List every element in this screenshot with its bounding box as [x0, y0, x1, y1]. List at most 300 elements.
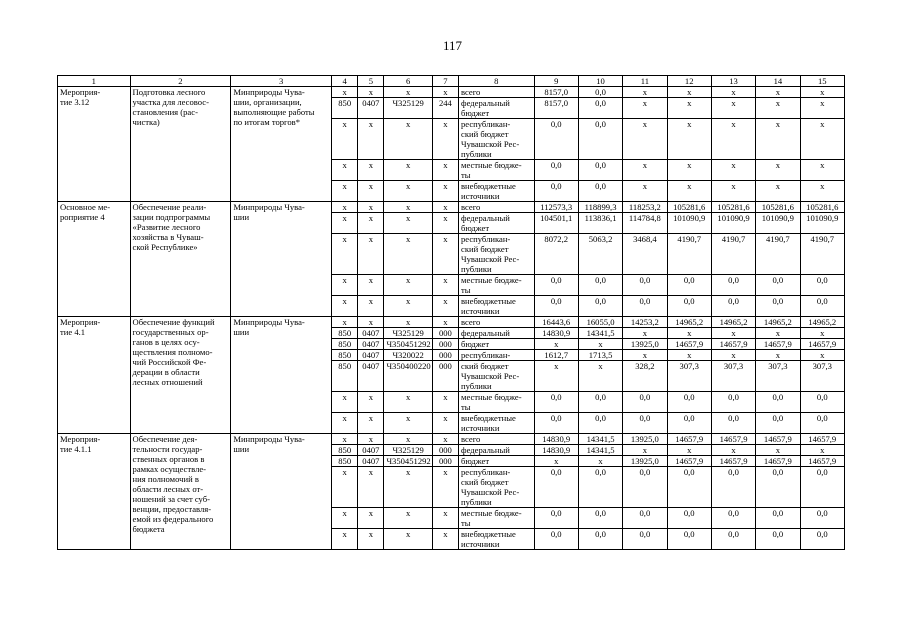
value-cell: 14657,9 [756, 339, 800, 350]
value-cell: 4190,7 [711, 234, 755, 275]
value-cell: 14341,5 [578, 434, 622, 445]
value-cell: 14657,9 [800, 434, 844, 445]
value-cell: x [711, 160, 755, 181]
cell-line: лесных отношений [132, 377, 203, 387]
measure-id-cell [58, 87, 131, 202]
code-cell: x [384, 234, 432, 275]
value-cell: 0,0 [534, 275, 578, 296]
cell-line: роприятие 4 [60, 212, 105, 222]
cell-line: тие 4.1.1 [60, 444, 92, 454]
value-cell: x [578, 339, 622, 350]
header-cell: 12 [667, 76, 711, 87]
cell-line: ношений за счет суб- [132, 494, 210, 504]
code-cell: x [332, 202, 358, 213]
cell-line: шии [233, 327, 250, 337]
code-cell: x [358, 213, 384, 234]
header-cell: 8 [459, 76, 535, 87]
code-cell: 850 [332, 361, 358, 392]
cell-line: федеральный [461, 328, 510, 338]
value-cell: x [800, 445, 844, 456]
funding-source-cell [459, 119, 535, 160]
responsible-cell [231, 317, 332, 434]
code-cell: x [432, 392, 458, 413]
funding-source-cell [459, 456, 535, 467]
header-cell: 6 [384, 76, 432, 87]
value-cell: 0,0 [667, 529, 711, 550]
code-cell: x [358, 275, 384, 296]
cell-line: источники [461, 539, 500, 549]
code-cell: x [432, 434, 458, 445]
code-cell: 000 [432, 445, 458, 456]
code-cell: x [432, 275, 458, 296]
cell-line: ты [461, 402, 471, 412]
value-cell: x [756, 445, 800, 456]
cell-line: тие 3.12 [60, 97, 90, 107]
code-cell: x [384, 181, 432, 202]
value-cell: x [623, 350, 667, 361]
value-cell: 0,0 [711, 413, 755, 434]
value-cell: 0,0 [534, 529, 578, 550]
code-cell: x [384, 160, 432, 181]
funding-source-cell [459, 508, 535, 529]
measure-id-cell [58, 434, 131, 550]
value-cell: x [534, 361, 578, 392]
cell-line: дерации в области [132, 367, 200, 377]
cell-line: Обеспечение реали- [132, 202, 207, 212]
value-cell: 105281,6 [667, 202, 711, 213]
cell-line: республикан- [461, 234, 511, 244]
code-cell: x [432, 296, 458, 317]
cell-line: бюджета [132, 524, 165, 534]
code-cell: x [384, 119, 432, 160]
value-cell: 0,0 [534, 392, 578, 413]
value-cell: 14657,9 [667, 434, 711, 445]
value-cell: 307,3 [756, 361, 800, 392]
value-cell: x [667, 350, 711, 361]
funding-source-cell [459, 181, 535, 202]
code-cell: x [384, 87, 432, 98]
code-cell: x [332, 87, 358, 98]
value-cell: 0,0 [800, 413, 844, 434]
value-cell: 14830,9 [534, 434, 578, 445]
value-cell: 0,0 [623, 296, 667, 317]
value-cell: 14657,9 [756, 434, 800, 445]
code-cell: x [332, 181, 358, 202]
value-cell: x [800, 87, 844, 98]
value-cell: 0,0 [756, 392, 800, 413]
value-cell: 14965,2 [667, 317, 711, 328]
responsible-cell [231, 87, 332, 202]
cell-line: шии [233, 444, 250, 454]
header-cell: 13 [711, 76, 755, 87]
funding-source-cell [459, 202, 535, 213]
code-cell: 000 [432, 361, 458, 392]
value-cell: 0,0 [534, 119, 578, 160]
value-cell: 105281,6 [711, 202, 755, 213]
value-cell: x [667, 119, 711, 160]
value-cell: 14341,5 [578, 328, 622, 339]
funding-source-cell [459, 467, 535, 508]
value-cell: 0,0 [534, 413, 578, 434]
value-cell: 14657,9 [756, 456, 800, 467]
value-cell: 0,0 [623, 529, 667, 550]
value-cell: 0,0 [578, 181, 622, 202]
code-cell: x [384, 392, 432, 413]
code-cell: x [358, 529, 384, 550]
code-cell: x [432, 160, 458, 181]
cell-line: ты [461, 518, 471, 528]
value-cell: 14657,9 [711, 456, 755, 467]
code-cell: 850 [332, 350, 358, 361]
value-cell: x [623, 119, 667, 160]
value-cell: 16443,6 [534, 317, 578, 328]
code-cell: x [358, 392, 384, 413]
code-cell: x [432, 87, 458, 98]
code-cell: 000 [432, 456, 458, 467]
cell-line: ганов в целях осу- [132, 337, 200, 347]
value-cell: 328,2 [623, 361, 667, 392]
code-cell: 0407 [358, 350, 384, 361]
cell-line: Чувашской Рес- [461, 487, 520, 497]
code-cell: x [332, 275, 358, 296]
table-body [58, 76, 845, 550]
code-cell: x [384, 202, 432, 213]
value-cell: 0,0 [578, 413, 622, 434]
code-cell: 0407 [358, 445, 384, 456]
value-cell: x [711, 445, 755, 456]
value-cell: 307,3 [711, 361, 755, 392]
header-cell: 2 [130, 76, 231, 87]
funding-source-cell [459, 413, 535, 434]
code-cell: Ч350451292 [384, 456, 432, 467]
cell-line: ты [461, 285, 471, 295]
value-cell: 0,0 [578, 508, 622, 529]
value-cell: x [667, 98, 711, 119]
header-cell: 5 [358, 76, 384, 87]
cell-line: внебюджетные [461, 296, 516, 306]
cell-line: Мероприя- [60, 87, 101, 97]
code-cell: 000 [432, 339, 458, 350]
value-cell: 0,0 [578, 160, 622, 181]
value-cell: 0,0 [711, 508, 755, 529]
value-cell: 14253,2 [623, 317, 667, 328]
value-cell: 0,0 [667, 392, 711, 413]
funding-source-cell [459, 392, 535, 413]
cell-line: Мероприя- [60, 434, 101, 444]
measure-name-cell [130, 202, 231, 317]
funding-source-cell [459, 529, 535, 550]
value-cell: 118253,2 [623, 202, 667, 213]
code-cell: 244 [432, 98, 458, 119]
value-cell: 0,0 [711, 296, 755, 317]
code-cell: x [432, 181, 458, 202]
value-cell: 112573,3 [534, 202, 578, 213]
value-cell: 14830,9 [534, 328, 578, 339]
cell-line: всего [461, 87, 481, 97]
code-cell: x [432, 119, 458, 160]
value-cell: x [578, 456, 622, 467]
value-cell: x [800, 98, 844, 119]
header-cell: 7 [432, 76, 458, 87]
measure-id-cell [58, 202, 131, 317]
value-cell: 0,0 [623, 413, 667, 434]
cell-line: федеральный [461, 213, 510, 223]
code-cell: x [384, 529, 432, 550]
value-cell: 0,0 [578, 467, 622, 508]
code-cell: x [384, 296, 432, 317]
measure-name-cell [130, 87, 231, 202]
value-cell: 14965,2 [711, 317, 755, 328]
value-cell: 0,0 [756, 275, 800, 296]
funding-source-cell [459, 160, 535, 181]
cell-line: публики [461, 264, 492, 274]
cell-line: бюджет [461, 456, 490, 466]
code-cell: 0407 [358, 456, 384, 467]
value-cell: x [800, 350, 844, 361]
value-cell: 105281,6 [800, 202, 844, 213]
value-cell: 13925,0 [623, 456, 667, 467]
value-cell: 8072,2 [534, 234, 578, 275]
code-cell: x [358, 234, 384, 275]
value-cell: x [623, 98, 667, 119]
value-cell: 0,0 [756, 467, 800, 508]
code-cell: 000 [432, 328, 458, 339]
value-cell: 0,0 [667, 508, 711, 529]
value-cell: x [667, 328, 711, 339]
page-number: 117 [442, 38, 463, 53]
value-cell: 0,0 [800, 392, 844, 413]
value-cell: 113836,1 [578, 213, 622, 234]
value-cell: x [756, 119, 800, 160]
header-cell: 9 [534, 76, 578, 87]
cell-line: местные бюдже- [461, 275, 522, 285]
value-cell: 4190,7 [756, 234, 800, 275]
code-cell: Ч325129 [384, 328, 432, 339]
value-cell: x [623, 87, 667, 98]
value-cell: x [711, 119, 755, 160]
value-cell: 16055,0 [578, 317, 622, 328]
funding-source-cell [459, 87, 535, 98]
value-cell: 0,0 [534, 160, 578, 181]
funding-source-cell [459, 275, 535, 296]
code-cell: x [384, 275, 432, 296]
cell-line: ществления полномо- [132, 347, 213, 357]
header-cell: 15 [800, 76, 844, 87]
code-cell: x [332, 296, 358, 317]
code-cell: x [358, 87, 384, 98]
value-cell: x [756, 328, 800, 339]
value-cell: 307,3 [800, 361, 844, 392]
value-cell: 13925,0 [623, 339, 667, 350]
code-cell: x [432, 508, 458, 529]
value-cell: 0,0 [578, 87, 622, 98]
responsible-cell [231, 434, 332, 550]
value-cell: 0,0 [800, 296, 844, 317]
code-cell: x [432, 234, 458, 275]
cell-line: всего [461, 202, 481, 212]
value-cell: 0,0 [800, 508, 844, 529]
code-cell: x [332, 213, 358, 234]
code-cell: Ч325129 [384, 445, 432, 456]
value-cell: 0,0 [711, 392, 755, 413]
code-cell: 0407 [358, 328, 384, 339]
value-cell: 0,0 [667, 275, 711, 296]
cell-line: ственных органов в [132, 454, 205, 464]
cell-line: публики [461, 149, 492, 159]
header-row [58, 76, 845, 87]
value-cell: x [756, 87, 800, 98]
cell-line: области лесных от- [132, 484, 204, 494]
value-cell: 1612,7 [534, 350, 578, 361]
code-cell: x [332, 317, 358, 328]
value-cell: 14657,9 [800, 339, 844, 350]
code-cell: x [358, 181, 384, 202]
cell-line: федеральный [461, 445, 510, 455]
funding-source-cell [459, 328, 535, 339]
value-cell: x [623, 328, 667, 339]
code-cell: 0407 [358, 339, 384, 350]
value-cell: 0,0 [667, 296, 711, 317]
value-cell: x [623, 160, 667, 181]
value-cell: 0,0 [623, 275, 667, 296]
table-row [58, 202, 845, 213]
cell-line: емой из федерального [132, 514, 214, 524]
value-cell: x [711, 181, 755, 202]
code-cell: x [332, 119, 358, 160]
value-cell: 114784,8 [623, 213, 667, 234]
value-cell: 8157,0 [534, 87, 578, 98]
value-cell: 0,0 [711, 275, 755, 296]
code-cell: 850 [332, 339, 358, 350]
header-cell: 4 [332, 76, 358, 87]
cell-line: Основное ме- [60, 202, 111, 212]
cell-line: тельности государ- [132, 444, 203, 454]
code-cell: x [432, 529, 458, 550]
value-cell: 118899,3 [578, 202, 622, 213]
code-cell: x [332, 467, 358, 508]
cell-line: публики [461, 381, 492, 391]
value-cell: 105281,6 [756, 202, 800, 213]
value-cell: 101090,9 [667, 213, 711, 234]
code-cell: 850 [332, 98, 358, 119]
code-cell: x [384, 467, 432, 508]
cell-line: Подготовка лесного [132, 87, 206, 97]
cell-line: внебюджетные [461, 529, 516, 539]
code-cell: x [384, 213, 432, 234]
value-cell: 3468,4 [623, 234, 667, 275]
table-row [58, 434, 845, 445]
value-cell: 0,0 [756, 296, 800, 317]
cell-line: внебюджетные [461, 181, 516, 191]
cell-line: Чувашской Рес- [461, 254, 520, 264]
funding-source-cell [459, 98, 535, 119]
value-cell: 0,0 [667, 413, 711, 434]
measure-name-cell [130, 434, 231, 550]
cell-line: бюджет [461, 339, 490, 349]
code-cell: Ч350400220 [384, 361, 432, 392]
cell-line: тие 4.1 [60, 327, 86, 337]
cell-line: Минприроды Чува- [233, 317, 305, 327]
cell-line: республикан- [461, 467, 511, 477]
value-cell: 0,0 [756, 508, 800, 529]
value-cell: 0,0 [578, 529, 622, 550]
value-cell: 14657,9 [667, 339, 711, 350]
value-cell: x [711, 350, 755, 361]
value-cell: 0,0 [667, 467, 711, 508]
value-cell: 0,0 [800, 275, 844, 296]
code-cell: x [384, 317, 432, 328]
cell-line: всего [461, 434, 481, 444]
code-cell: 850 [332, 456, 358, 467]
table-row [58, 87, 845, 98]
code-cell: x [332, 529, 358, 550]
cell-line: источники [461, 191, 500, 201]
value-cell: x [534, 339, 578, 350]
cell-line: публики [461, 497, 492, 507]
cell-line: республикан- [461, 119, 511, 129]
value-cell: 4190,7 [800, 234, 844, 275]
value-cell: x [534, 456, 578, 467]
value-cell: 0,0 [756, 529, 800, 550]
cell-line: зации подпрограммы [132, 212, 211, 222]
cell-line: рамках осуществле- [132, 464, 207, 474]
cell-line: федеральный [461, 98, 510, 108]
table-row [58, 317, 845, 328]
value-cell: 0,0 [534, 467, 578, 508]
value-cell: 0,0 [711, 529, 755, 550]
value-cell: x [800, 181, 844, 202]
budget-table [57, 75, 845, 550]
code-cell: x [332, 434, 358, 445]
value-cell: x [800, 160, 844, 181]
value-cell: 0,0 [623, 392, 667, 413]
cell-line: ния полномочий в [132, 474, 199, 484]
code-cell: Ч320022 [384, 350, 432, 361]
code-cell: 0407 [358, 98, 384, 119]
value-cell: 0,0 [578, 275, 622, 296]
cell-line: источники [461, 306, 500, 316]
funding-source-cell [459, 213, 535, 234]
value-cell: 14657,9 [667, 456, 711, 467]
code-cell: x [332, 413, 358, 434]
code-cell: 000 [432, 350, 458, 361]
value-cell: x [756, 350, 800, 361]
cell-line: по итогам торгов* [233, 117, 301, 127]
code-cell: x [432, 317, 458, 328]
value-cell: 307,3 [667, 361, 711, 392]
value-cell: x [756, 181, 800, 202]
code-cell: x [432, 467, 458, 508]
value-cell: 0,0 [578, 392, 622, 413]
value-cell: 14657,9 [800, 456, 844, 467]
code-cell: x [432, 213, 458, 234]
value-cell: x [800, 119, 844, 160]
value-cell: x [623, 181, 667, 202]
value-cell: x [623, 445, 667, 456]
cell-line: шии [233, 212, 250, 222]
value-cell: 0,0 [711, 467, 755, 508]
value-cell: x [667, 160, 711, 181]
value-cell: x [711, 87, 755, 98]
header-cell: 3 [231, 76, 332, 87]
cell-line: Минприроды Чува- [233, 87, 305, 97]
value-cell: 8157,0 [534, 98, 578, 119]
measure-id-cell [58, 317, 131, 434]
value-cell: 14657,9 [711, 339, 755, 350]
value-cell: 0,0 [800, 467, 844, 508]
cell-line: Обеспечение дея- [132, 434, 198, 444]
cell-line: участка для лесовос- [132, 97, 209, 107]
